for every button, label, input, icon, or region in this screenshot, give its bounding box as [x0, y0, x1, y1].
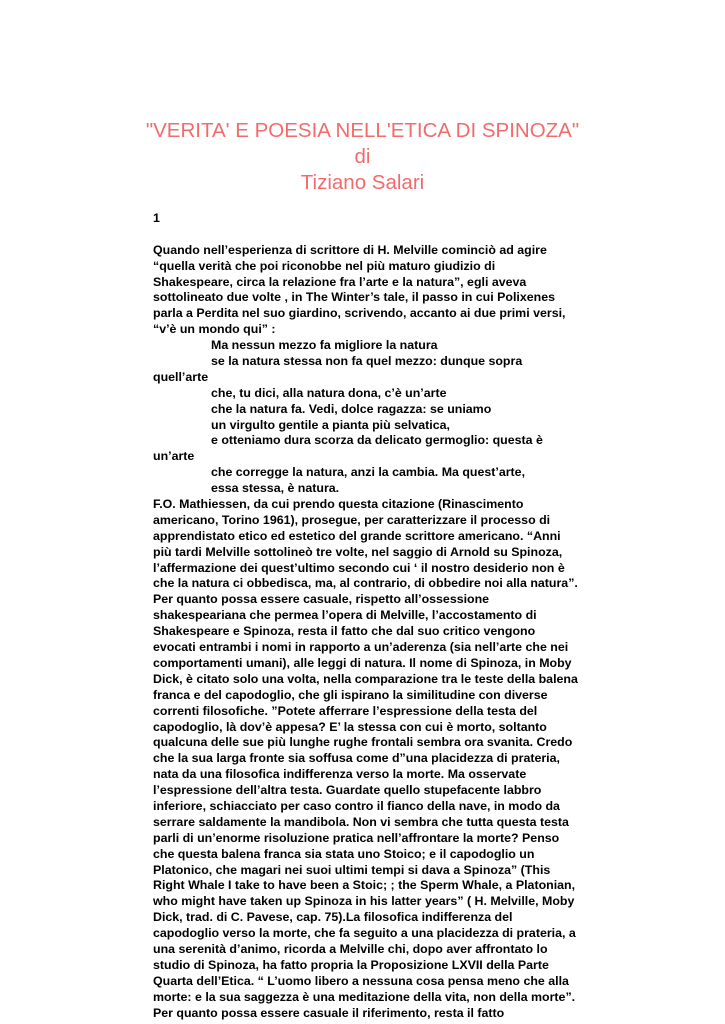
quote-line: e otteniamo dura scorza da delicato germoglio: questa è [211, 433, 543, 448]
text-line: Per quanto possa essere casuale il riferimento, resta il fatto [153, 1005, 505, 1020]
paragraph-intro [153, 243, 573, 338]
text-line: Dick, trad. di C. Pavese, cap. 75).La filosofica indifferenza del [153, 910, 513, 925]
text-line: evocati entrambi i nomi in rapporto a un’aderenza (sia nell’arte che nei [153, 640, 569, 655]
quote-line: se la natura stessa non fa quel mezzo: dunque sopra [211, 354, 523, 369]
text-line: Per quanto possa essere casuale, rispetto all’ossessione [153, 592, 490, 607]
text-line: “v’è un mondo qui” : [153, 322, 276, 337]
text-line: F.O. Mathiessen, da cui prendo questa citazione (Rinascimento [153, 497, 524, 512]
text-line: l’affermazione dei quest’ultimo secondo cui ‘ il nostro desiderio non è [153, 560, 565, 575]
paragraph-main [153, 497, 578, 1021]
text-line: Shakespeare e Spinoza, resta il fatto che dal suo critico vengono [153, 624, 536, 639]
text-line: Quarta dell’Etica. “ L’uomo libero a nessuna cosa pensa meno che alla [153, 973, 569, 988]
document-body [153, 211, 578, 1021]
text-line: più tardi Melville sottolineò tre volte, nel saggio di Arnold su Spinoza, [153, 544, 563, 559]
title-line-author: Tiziano Salari [300, 171, 425, 194]
title-line-di: di [354, 145, 371, 168]
text-line: qualcuna delle sue più lunghe rughe frontali sembra ora svanita. Credo [153, 735, 573, 750]
title-line-main: "VERITA' E POESIA NELL'ETICA DI SPINOZA" [145, 119, 580, 142]
text-line: serrare saldamente la mandibola. Non vi sembra che tutta questa testa [153, 814, 569, 829]
text-line: inferiore, schiacciato per caso contro il fianco della nave, in modo da [153, 798, 560, 813]
quote-line: che corregge la natura, anzi la cambia. Ma quest’arte, [211, 465, 526, 480]
quote-line: che, tu dici, alla natura dona, c’è un’arte [211, 385, 447, 400]
text-line: che la sua larga fronte sia soffusa come d”una placidezza di prateria, [153, 751, 560, 766]
quote-line: un virgulto gentile a pianta più selvatica, [211, 417, 450, 432]
document-title [0, 118, 725, 196]
quote-line: un’arte [153, 449, 195, 464]
text-line: Dick, è citato solo una volta, nella comparazione tra le teste della balena [153, 671, 578, 686]
text-line: sottolineato due volte , in The Winter’s tale, il passo in cui Polixenes [153, 290, 555, 305]
quote-line: essa stessa, è natura. [211, 481, 340, 496]
text-line: Shakespeare, circa la relazione fra l’arte e la natura”, egli aveva [153, 274, 527, 289]
text-line: correnti filosofiche. ”Potete afferrare l’espressione della testa del [153, 703, 538, 718]
quote-line: quell’arte [153, 369, 209, 384]
text-line: capodoglio verso la morte, che fa seguito a una placidezza di prateria, a [153, 926, 576, 941]
text-line: parli di un’enorme risoluzione pratica nell’affrontare la morte? Penso [153, 830, 560, 845]
text-line: comportamenti umani), alle leggi di natura. Il nome di Spinoza, in Moby [153, 655, 572, 670]
text-line: una serenità d’animo, ricorda a Melville chi, dopo aver affrontato lo [153, 941, 548, 956]
text-line: americano, Torino 1961), prosegue, per caratterizzare il processo di [153, 512, 551, 527]
text-line: studio di Spinoza, ha fatto propria la Proposizione LXVII della Parte [153, 957, 549, 972]
text-line: parla a Perdita nel suo giardino, scrivendo, accanto ai due primi versi, [153, 306, 566, 321]
text-line: who might have taken up Spinoza in his latter years” ( H. Melville, Moby [153, 894, 575, 909]
text-line: Platonico, che magari nei suoi ultimi tempi si dava a Spinoza” (This [153, 862, 551, 877]
text-line: nata da una filosofica indifferenza verso la morte. Ma osservate [153, 767, 527, 782]
quote-line: Ma nessun mezzo fa migliore la natura [211, 338, 438, 353]
text-line: franca e del capodoglio, che gli ispirano la similitudine con diverse [153, 687, 548, 702]
quote-line: che la natura fa. Vedi, dolce ragazza: se uniamo [211, 401, 492, 416]
text-line: “quella verità che poi riconobbe nel più maturo giudizio di [153, 258, 496, 273]
text-line: Quando nell’esperienza di scrittore di H. Melville cominciò ad agire [153, 242, 547, 257]
text-line: l’espressione dell’altra testa. Guardate quello stupefacente labbro [153, 783, 542, 798]
shakespeare-quote [153, 338, 573, 497]
text-line: shakespeariana che permea l’opera di Melville, l’accostamento di [153, 608, 537, 623]
text-line: Right Whale I take to have been a Stoic; ; the Sperm Whale, a Platonian, [153, 878, 576, 893]
section-number: 1 [153, 211, 160, 225]
spacer [153, 227, 573, 243]
text-line: apprendistato etico ed estetico del grande scrittore americano. “Anni [153, 528, 561, 543]
text-line: capodoglio, là dov’è appesa? E’ la stessa con cui è morto, soltanto [153, 719, 547, 734]
text-line: morte: e la sua saggezza è una meditazione della vita, non della morte”. [153, 989, 576, 1004]
text-line: che questa balena franca sia stata uno Stoico; e il capodoglio un [153, 846, 535, 861]
text-line: che la natura ci obbedisca, ma, al contrario, di obbedire noi alla natura”. [153, 576, 578, 591]
